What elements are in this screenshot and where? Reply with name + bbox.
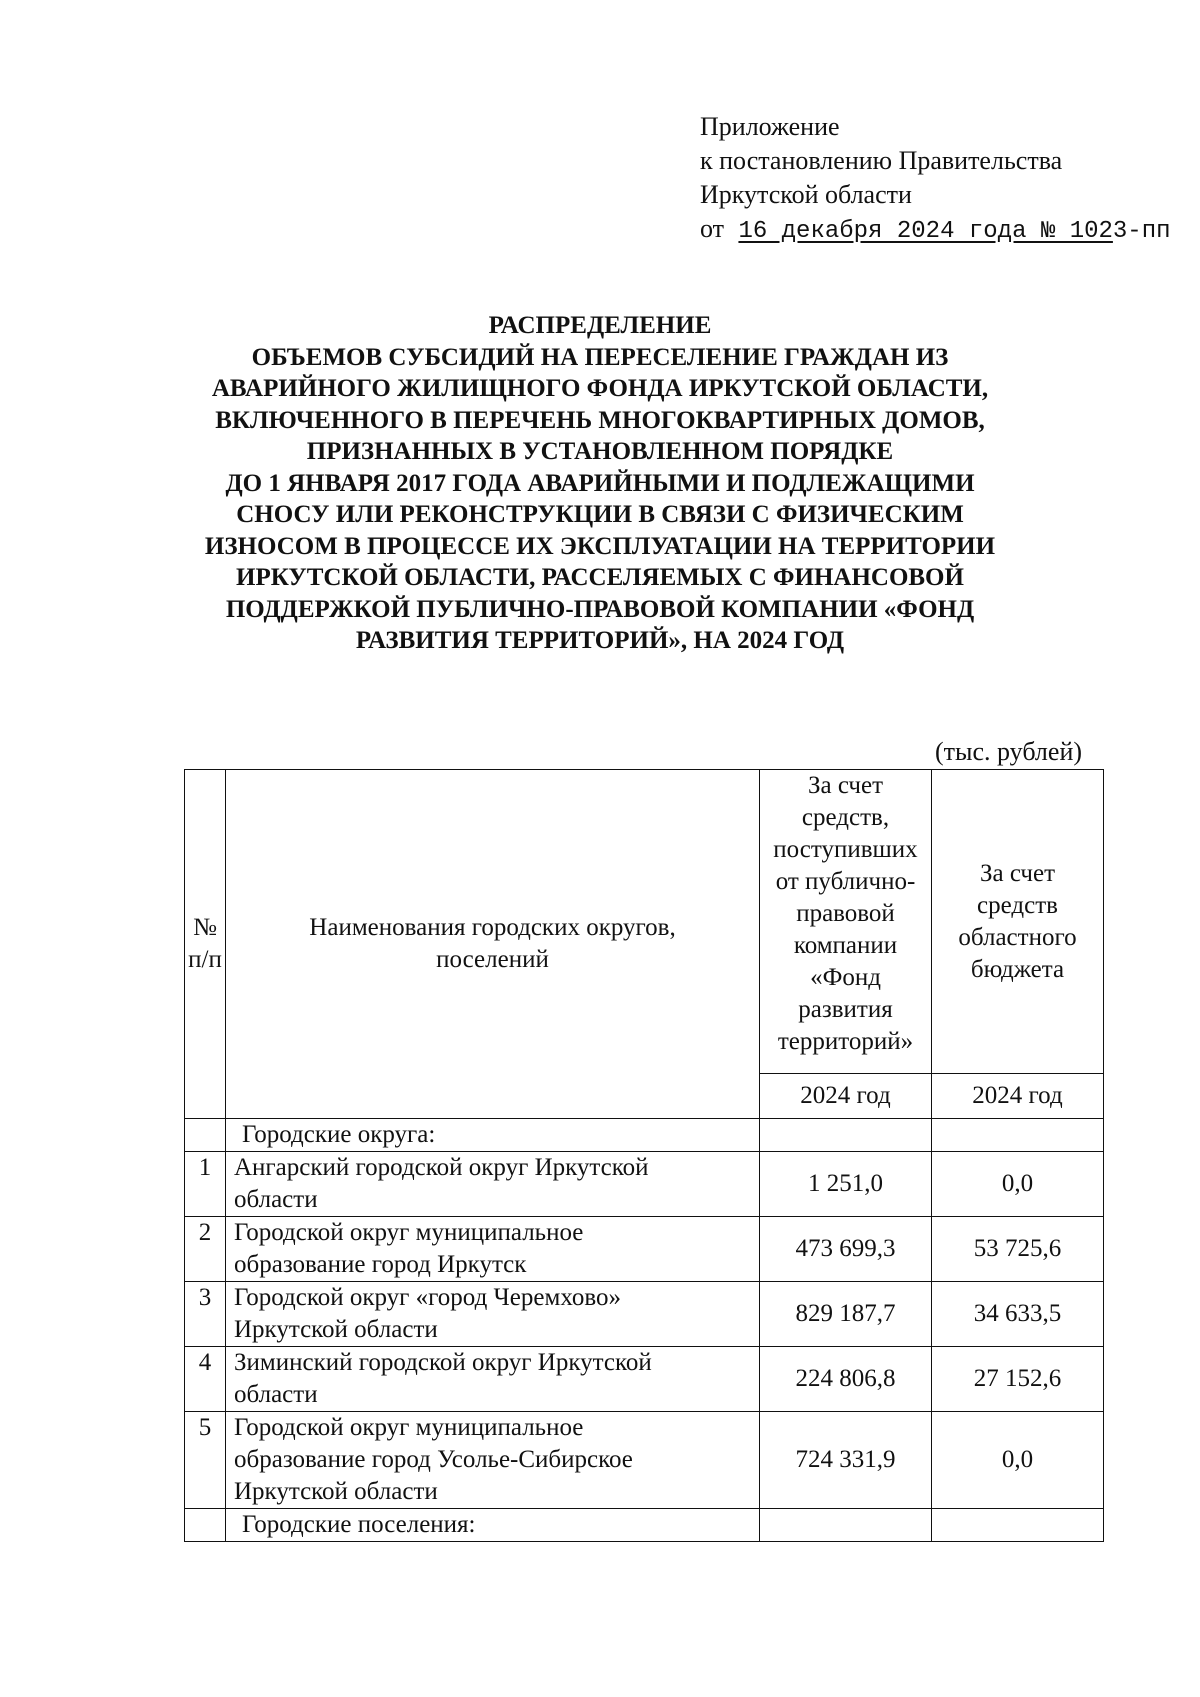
header-num-line: № [193,914,217,941]
row-name-line: Иркутской области [234,1316,438,1343]
row-name-line: Ангарский городской округ Иркутской [234,1154,649,1181]
row-fund-value: 1 251,0 [760,1152,932,1217]
title-line: ДО 1 ЯНВАРЯ 2017 ГОДА АВАРИЙНЫМИ И ПОДЛЕЖАЩИМИ [225,469,975,497]
row-regional-value: 0,0 [932,1152,1104,1217]
header-regional-line: средств [977,891,1058,919]
row-name [226,1282,760,1347]
row-regional-value: 0,0 [932,1412,1104,1509]
row-name-line: области [234,1381,318,1408]
appendix-block [700,110,1171,249]
row-name-line: Городской округ муниципальное [234,1414,584,1441]
title-line: СНОСУ ИЛИ РЕКОНСТРУКЦИИ В СВЯЗИ С ФИЗИЧЕСКИМ [236,501,964,528]
decree-suffix: 3-пп [1112,218,1171,245]
row-fund-value: 724 331,9 [760,1412,932,1509]
header-num [185,770,226,1119]
table-row [185,1412,1104,1509]
document-title [150,310,1050,657]
header-fund-line: развития [798,996,893,1023]
header-name-line: поселений [436,946,549,973]
units-note: (тыс. рублей) [935,737,1083,766]
row-num: 5 [185,1412,226,1509]
row-num: 2 [185,1217,226,1282]
row-name [226,1347,760,1412]
appendix-line-3: Иркутской области [700,180,912,209]
row-fund-value: 224 806,8 [760,1347,932,1412]
decree-reference [700,212,1171,249]
header-regional-line: бюджета [970,955,1065,983]
title-line: ИРКУТСКОЙ ОБЛАСТИ, РАССЕЛЯЕМЫХ С ФИНАНСОВОЙ [236,564,964,591]
header-fund-line: правовой [796,900,895,927]
header-fund-line: поступивших [773,836,918,863]
row-name-line: области [234,1186,318,1213]
group-label: Городские поселения: [226,1509,760,1542]
row-name-line: Городской округ «город Черемхово» [234,1284,621,1311]
title-line: ПРИЗНАННЫХ В УСТАНОВЛЕННОМ ПОРЯДКЕ [306,438,894,465]
table-row [185,1152,1104,1217]
header-name-line: Наименования городских округов, [309,914,676,941]
row-regional-value: 53 725,6 [932,1217,1104,1282]
table-row [185,1282,1104,1347]
row-num: 1 [185,1152,226,1217]
header-fund-line: от публично- [775,868,916,895]
row-name [226,1152,760,1217]
appendix-line-2: к постановлению Правительства [700,146,1063,175]
title-line: ПОДДЕРЖКОЙ ПУБЛИЧНО-ПРАВОВОЙ КОМПАНИИ «ФОНД [225,595,975,623]
header-regional [932,770,1104,1074]
row-num: 3 [185,1282,226,1347]
title-line: РАСПРЕДЕЛЕНИЕ [488,312,712,339]
title-line: ИЗНОСОМ В ПРОЦЕССЕ ИХ ЭКСПЛУАТАЦИИ НА ТЕРРИТОРИИ [204,532,996,560]
row-name-line: Городской округ муниципальное [234,1219,584,1246]
title-line: РАЗВИТИЯ ТЕРРИТОРИЙ», НА 2024 ГОД [355,627,845,654]
header-fund-line: «Фонд [810,964,881,991]
distribution-table [184,769,1104,1542]
row-name-line: образование город Иркутск [234,1251,527,1278]
row-regional-value: 27 152,6 [932,1347,1104,1412]
header-name [226,770,760,1119]
row-name [226,1217,760,1282]
header-regional-line: За счет [979,859,1056,887]
row-name [226,1412,760,1509]
header-fund-line: территорий» [777,1028,914,1055]
header-year-fund: 2024 год [760,1074,932,1119]
row-name-line: Иркутской области [234,1478,438,1505]
header-row [185,770,1104,1074]
row-num: 4 [185,1347,226,1412]
row-name-line: образование город Усолье-Сибирское [234,1446,633,1473]
header-regional-line: областного [958,923,1077,951]
decree-prefix: от [700,214,725,243]
row-name-line: Зиминский городской округ Иркутской [234,1349,652,1376]
header-fund [760,770,932,1074]
row-fund-value: 829 187,7 [760,1282,932,1347]
header-year-regional: 2024 год [932,1074,1104,1119]
appendix-line-1: Приложение [700,112,840,141]
row-regional-value: 34 633,5 [932,1282,1104,1347]
group-row-urban-districts [185,1119,1104,1152]
title-line: АВАРИЙНОГО ЖИЛИЩНОГО ФОНДА ИРКУТСКОЙ ОБЛАСТИ, [211,375,989,402]
header-num-line: п/п [188,946,222,973]
header-fund-line: За счет [807,772,884,799]
title-line: ОБЪЕМОВ СУБСИДИЙ НА ПЕРЕСЕЛЕНИЕ ГРАЖДАН ИЗ [251,343,949,371]
table-row [185,1347,1104,1412]
header-fund-line: компании [793,932,898,959]
title-line: ВКЛЮЧЕННОГО В ПЕРЕЧЕНЬ МНОГОКВАРТИРНЫХ ДОМОВ, [215,406,985,434]
group-row-urban-settlements [185,1509,1104,1542]
decree-date-number: 16 декабря 2024 года № 102 [738,218,1113,245]
group-label: Городские округа: [226,1119,760,1152]
table-row [185,1217,1104,1282]
header-fund-line: средств, [801,804,890,831]
row-fund-value: 473 699,3 [760,1217,932,1282]
